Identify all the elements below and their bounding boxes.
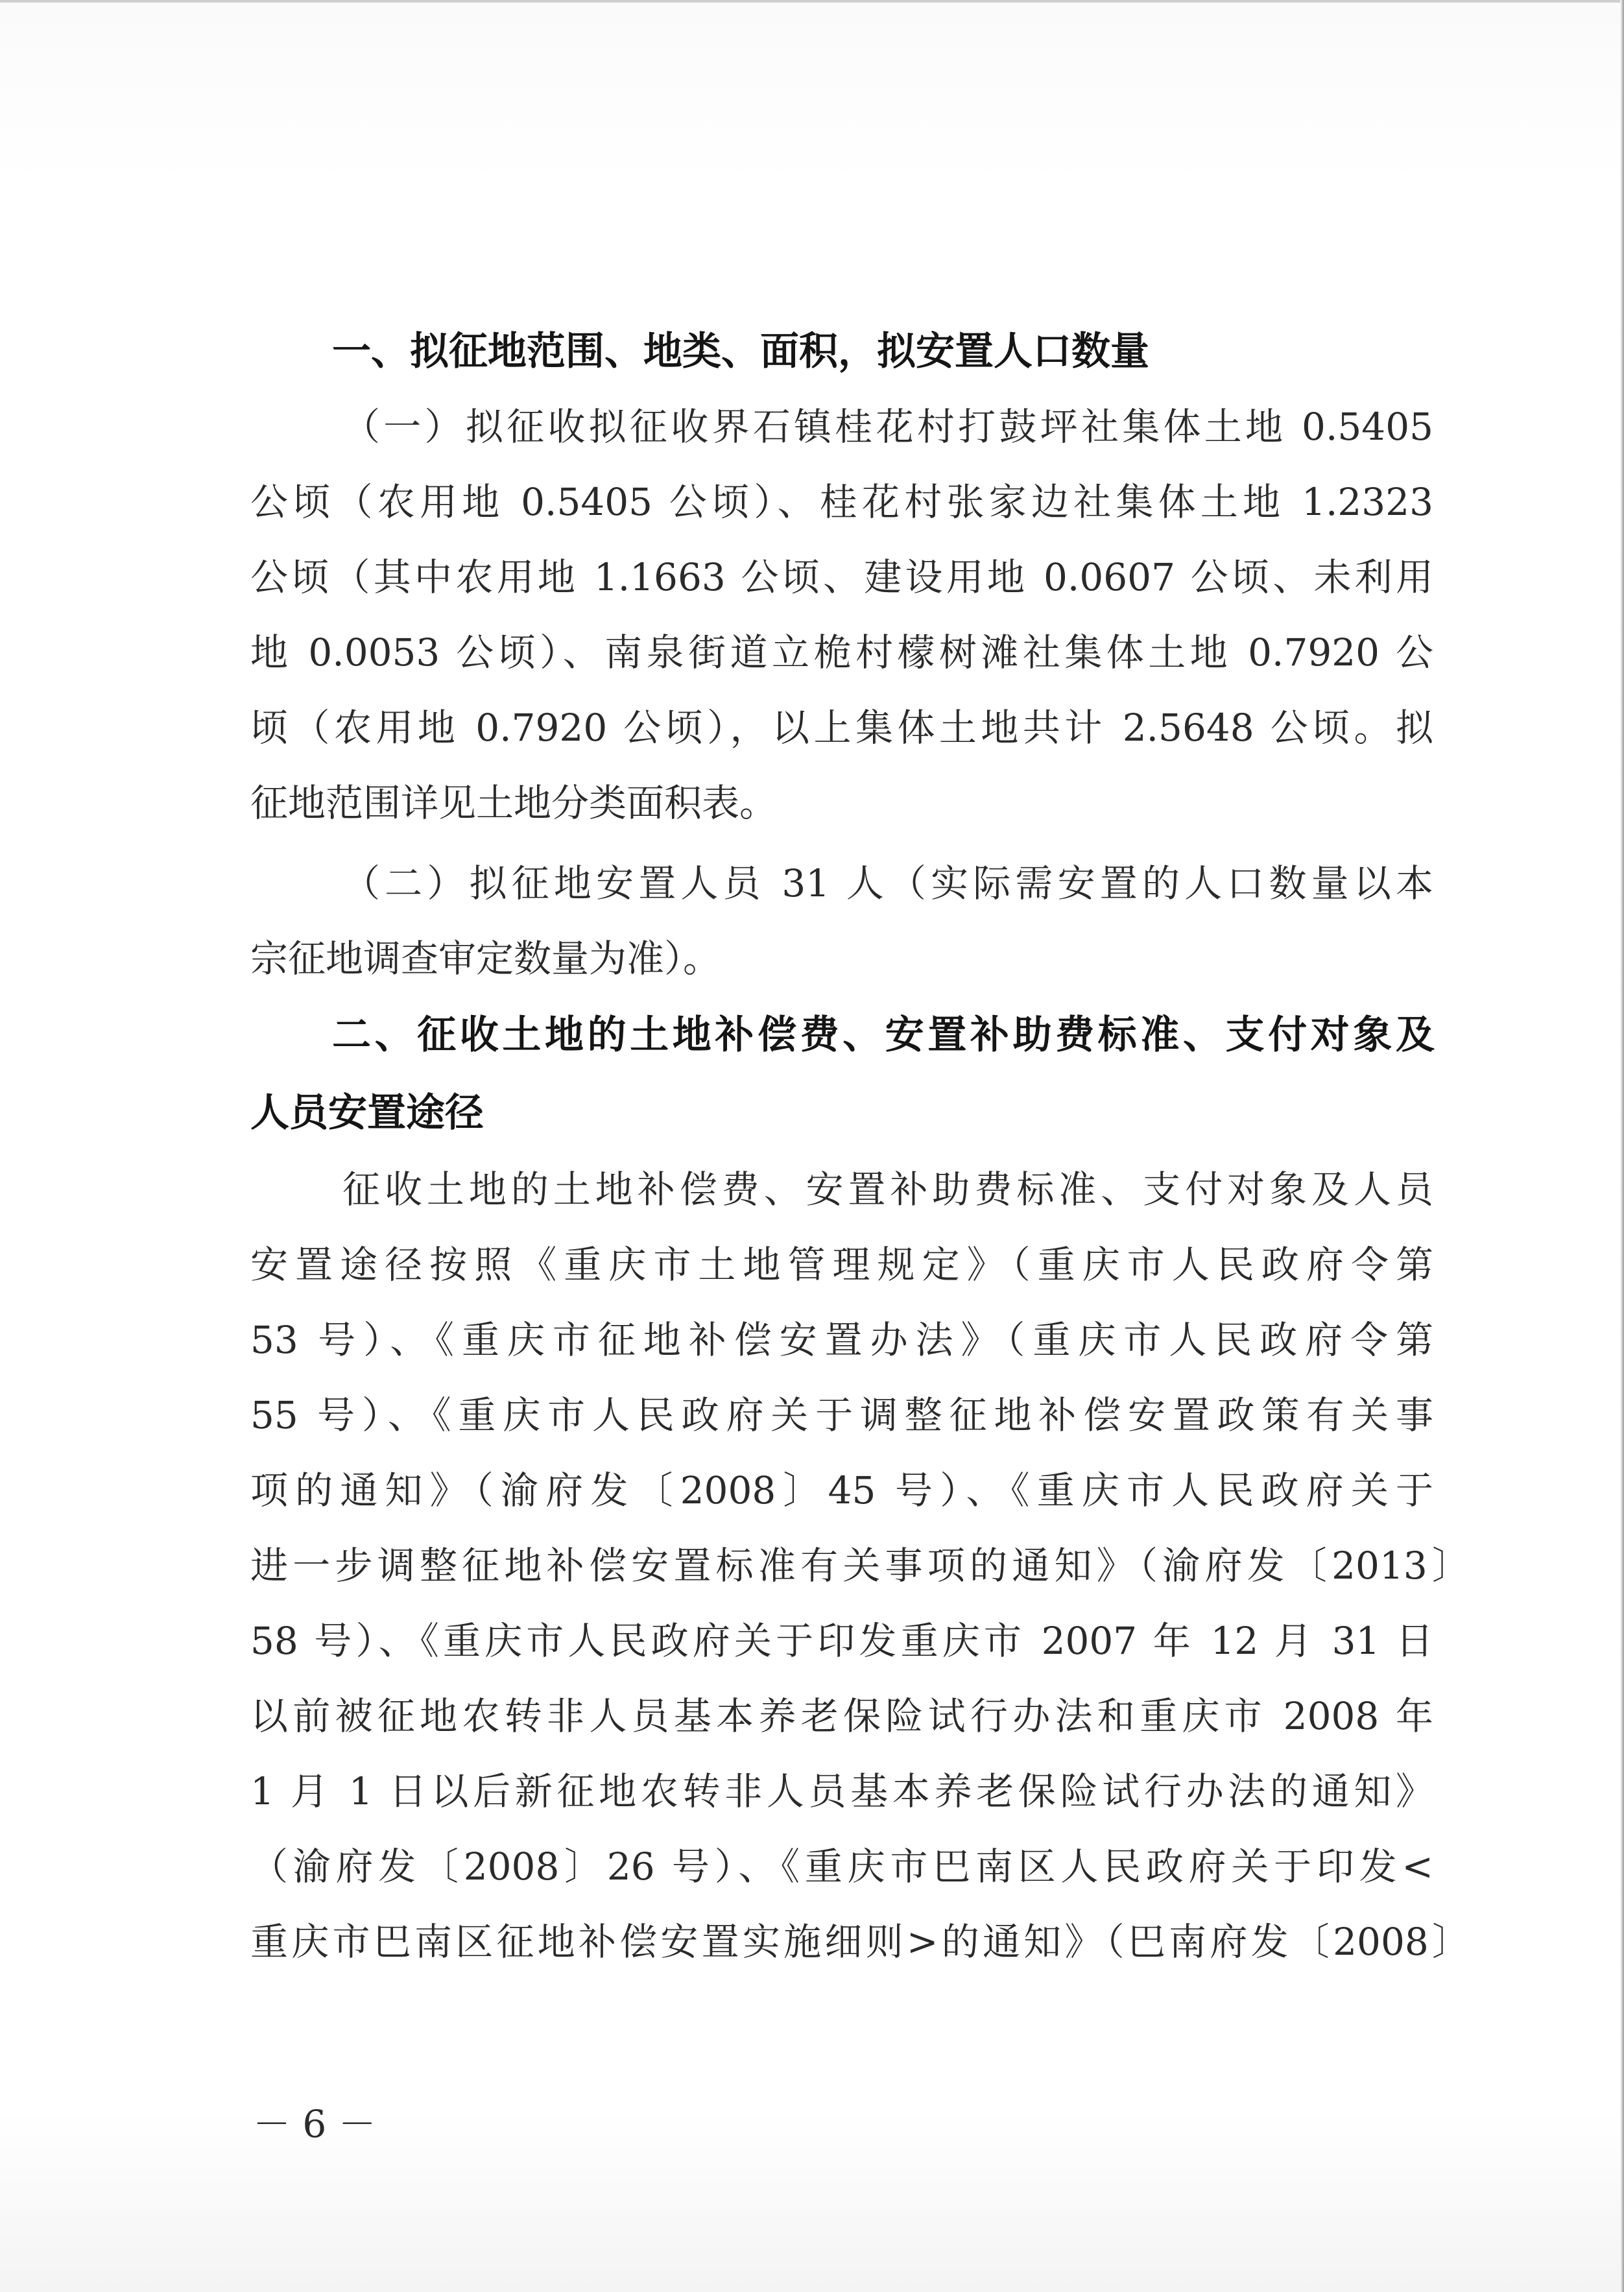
section2-heading-line1: 二、征收土地的土地补偿费、安置补助费标准、支付对象及 <box>332 1012 1435 1058</box>
section1-para1-line5: 顷（农用地 0.7920 公顷），以上集体土地共计 2.5648 公顷。拟 <box>250 706 1433 750</box>
section2-para-line1: 征收土地的土地补偿费、安置补助费标准、支付对象及人员 <box>342 1167 1433 1212</box>
page-number: － 6 － <box>253 2102 376 2146</box>
scan-edge-right <box>1620 0 1624 2292</box>
section2-heading-line2: 人员安置途径 <box>250 1090 484 1136</box>
section2-para-line2: 安置途径按照《重庆市土地管理规定》（重庆市人民政府令第 <box>250 1243 1433 1287</box>
section1-para1-line3: 公顷（其中农用地 1.1663 公顷、建设用地 0.0607 公顷、未利用 <box>250 555 1433 599</box>
section1-heading: 一、拟征地范围、地类、面积，拟安置人口数量 <box>332 329 1149 374</box>
section2-para-line5: 项的通知》（渝府发〔2008〕45 号）、《重庆市人民政府关于 <box>250 1468 1433 1512</box>
section1-para1-line2: 公顷（农用地 0.5405 公顷）、桂花村张家边社集体土地 1.2323 <box>250 480 1433 524</box>
section1-para2-line1: （二）拟征地安置人员 31 人（实际需安置的人口数量以本 <box>342 861 1433 905</box>
section2-para-line3: 53 号）、《重庆市征地补偿安置办法》（重庆市人民政府令第 <box>250 1318 1433 1362</box>
section1-para2-line2: 宗征地调查审定数量为准）。 <box>250 937 721 981</box>
section2-para-line6: 进一步调整征地补偿安置标准有关事项的通知》（渝府发〔2013〕 <box>250 1544 1470 1588</box>
section1-para1-line6: 征地范围详见土地分类面积表。 <box>250 781 778 825</box>
section2-para-line7: 58 号）、《重庆市人民政府关于印发重庆市 2007 年 12 月 31 日 <box>250 1619 1433 1663</box>
section2-para-line10: （渝府发〔2008〕26 号）、《重庆市巴南区人民政府关于印发< <box>250 1844 1433 1889</box>
section1-para1-line4: 地 0.0053 公顷）、南泉街道立桅村檬树滩社集体土地 0.7920 公 <box>250 630 1433 674</box>
section2-para-line11: 重庆市巴南区征地补偿安置实施细则>的通知》（巴南府发〔2008〕 <box>250 1920 1470 1964</box>
section2-para-line8: 以前被征地农转非人员基本养老保险试行办法和重庆市 2008 年 <box>250 1694 1433 1738</box>
section1-para1-line1: （一）拟征收拟征收界石镇桂花村打鼓坪社集体土地 0.5405 <box>342 405 1433 449</box>
scan-edge-top <box>0 0 1624 3</box>
section2-para-line4: 55 号）、《重庆市人民政府关于调整征地补偿安置政策有关事 <box>250 1393 1433 1437</box>
section2-para-line9: 1 月 1 日以后新征地农转非人员基本养老保险试行办法的通知》 <box>250 1769 1433 1813</box>
